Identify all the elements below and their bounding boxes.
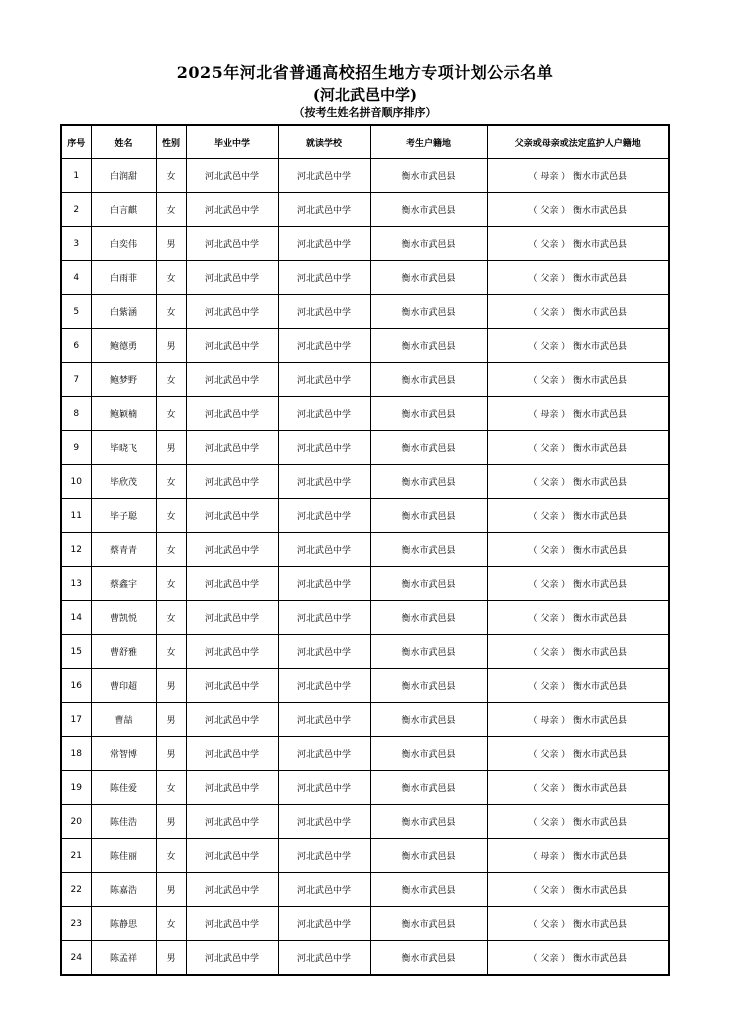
guardian-residence: （ 父亲 ） 衡水市武邑县 [487,193,669,227]
current-school: 河北武邑中学 [278,397,370,431]
graduated-school: 河北武邑中学 [186,499,278,533]
student-name: 陈佳丽 [91,839,156,873]
guardian-residence: （ 父亲 ） 衡水市武邑县 [487,941,669,976]
sort-note: （按考生姓名拼音顺序排序） [293,106,437,119]
graduated-school: 河北武邑中学 [186,737,278,771]
gender: 女 [156,907,186,941]
student-name: 陈孟祥 [91,941,156,976]
guardian-residence: （ 父亲 ） 衡水市武邑县 [487,669,669,703]
table-row [61,193,669,227]
table-header-row [61,125,669,159]
student-residence: 衡水市武邑县 [370,227,487,261]
row-index: 12 [61,533,91,567]
table-row [61,329,669,363]
guardian-residence: （ 父亲 ） 衡水市武邑县 [487,737,669,771]
current-school: 河北武邑中学 [278,941,370,976]
gender: 男 [156,873,186,907]
graduated-school: 河北武邑中学 [186,839,278,873]
graduated-school: 河北武邑中学 [186,193,278,227]
row-index: 19 [61,771,91,805]
table-row [61,533,669,567]
guardian-residence: （ 父亲 ） 衡水市武邑县 [487,329,669,363]
guardian-residence: （ 父亲 ） 衡水市武邑县 [487,499,669,533]
guardian-residence: （ 父亲 ） 衡水市武邑县 [487,261,669,295]
current-school: 河北武邑中学 [278,295,370,329]
student-residence: 衡水市武邑县 [370,329,487,363]
current-school: 河北武邑中学 [278,533,370,567]
gender: 女 [156,771,186,805]
current-school: 河北武邑中学 [278,499,370,533]
student-name: 陈静思 [91,907,156,941]
student-residence: 衡水市武邑县 [370,771,487,805]
guardian-residence: （ 母亲 ） 衡水市武邑县 [487,703,669,737]
table-row [61,941,669,976]
student-name: 毕子聪 [91,499,156,533]
student-name: 白雨菲 [91,261,156,295]
student-name: 曹凯悦 [91,601,156,635]
gender: 女 [156,567,186,601]
graduated-school: 河北武邑中学 [186,805,278,839]
row-index: 22 [61,873,91,907]
table-row [61,567,669,601]
table-body [61,159,669,976]
student-residence: 衡水市武邑县 [370,703,487,737]
guardian-residence: （ 父亲 ） 衡水市武邑县 [487,771,669,805]
gender: 女 [156,159,186,193]
gender: 女 [156,465,186,499]
row-index: 24 [61,941,91,976]
table-row [61,839,669,873]
student-name: 白言麒 [91,193,156,227]
gender: 女 [156,499,186,533]
current-school: 河北武邑中学 [278,567,370,601]
document-subtitle: (河北武邑中学) [312,86,418,104]
student-residence: 衡水市武邑县 [370,533,487,567]
guardian-residence: （ 父亲 ） 衡水市武邑县 [487,601,669,635]
graduated-school: 河北武邑中学 [186,397,278,431]
gender: 女 [156,533,186,567]
gender: 男 [156,737,186,771]
student-name: 陈佳爱 [91,771,156,805]
student-name: 毕晓飞 [91,431,156,465]
current-school: 河北武邑中学 [278,737,370,771]
guardian-residence: （ 父亲 ） 衡水市武邑县 [487,635,669,669]
gender: 男 [156,227,186,261]
graduated-school: 河北武邑中学 [186,941,278,976]
student-name: 鲍颖楠 [91,397,156,431]
current-school: 河北武邑中学 [278,363,370,397]
graduated-school: 河北武邑中学 [186,329,278,363]
student-residence: 衡水市武邑县 [370,907,487,941]
guardian-residence: （ 父亲 ） 衡水市武邑县 [487,805,669,839]
student-residence: 衡水市武邑县 [370,431,487,465]
student-residence: 衡水市武邑县 [370,635,487,669]
table-row [61,397,669,431]
current-school: 河北武邑中学 [278,805,370,839]
header-student-residence: 考生户籍地 [370,125,487,159]
table-row [61,227,669,261]
row-index: 15 [61,635,91,669]
student-name: 常智博 [91,737,156,771]
current-school: 河北武邑中学 [278,839,370,873]
student-residence: 衡水市武邑县 [370,839,487,873]
current-school: 河北武邑中学 [278,669,370,703]
current-school: 河北武邑中学 [278,873,370,907]
graduated-school: 河北武邑中学 [186,635,278,669]
guardian-residence: （ 父亲 ） 衡水市武邑县 [487,465,669,499]
student-name: 毕欣茂 [91,465,156,499]
row-index: 7 [61,363,91,397]
header-current-school: 就读学校 [278,125,370,159]
row-index: 13 [61,567,91,601]
graduated-school: 河北武邑中学 [186,703,278,737]
roster-table [60,124,670,976]
table-row [61,363,669,397]
graduated-school: 河北武邑中学 [186,261,278,295]
student-residence: 衡水市武邑县 [370,873,487,907]
document-title: 2025年河北省普通高校招生地方专项计划公示名单 [176,63,554,82]
student-residence: 衡水市武邑县 [370,397,487,431]
row-index: 21 [61,839,91,873]
gender: 女 [156,397,186,431]
row-index: 18 [61,737,91,771]
row-index: 9 [61,431,91,465]
header-graduated-school: 毕业中学 [186,125,278,159]
row-index: 8 [61,397,91,431]
guardian-residence: （ 母亲 ） 衡水市武邑县 [487,839,669,873]
row-index: 11 [61,499,91,533]
guardian-residence: （ 父亲 ） 衡水市武邑县 [487,907,669,941]
row-index: 3 [61,227,91,261]
student-residence: 衡水市武邑县 [370,601,487,635]
graduated-school: 河北武邑中学 [186,159,278,193]
current-school: 河北武邑中学 [278,703,370,737]
student-name: 鲍德勇 [91,329,156,363]
gender: 男 [156,703,186,737]
row-index: 5 [61,295,91,329]
current-school: 河北武邑中学 [278,193,370,227]
gender: 女 [156,295,186,329]
student-name: 蔡鑫宇 [91,567,156,601]
student-residence: 衡水市武邑县 [370,193,487,227]
table-row [61,159,669,193]
row-index: 2 [61,193,91,227]
student-name: 白润甜 [91,159,156,193]
table-row [61,805,669,839]
row-index: 6 [61,329,91,363]
current-school: 河北武邑中学 [278,771,370,805]
student-residence: 衡水市武邑县 [370,669,487,703]
guardian-residence: （ 母亲 ） 衡水市武邑县 [487,397,669,431]
graduated-school: 河北武邑中学 [186,465,278,499]
guardian-residence: （ 父亲 ） 衡水市武邑县 [487,533,669,567]
guardian-residence: （ 父亲 ） 衡水市武邑县 [487,363,669,397]
graduated-school: 河北武邑中学 [186,771,278,805]
current-school: 河北武邑中学 [278,601,370,635]
student-residence: 衡水市武邑县 [370,567,487,601]
student-name: 白紫涵 [91,295,156,329]
student-residence: 衡水市武邑县 [370,295,487,329]
table-row [61,703,669,737]
student-residence: 衡水市武邑县 [370,737,487,771]
student-residence: 衡水市武邑县 [370,941,487,976]
header-index: 序号 [61,125,91,159]
table-row [61,771,669,805]
guardian-residence: （ 父亲 ） 衡水市武邑县 [487,567,669,601]
student-name: 曹舒雅 [91,635,156,669]
table-row [61,635,669,669]
row-index: 23 [61,907,91,941]
table-row [61,669,669,703]
student-residence: 衡水市武邑县 [370,159,487,193]
current-school: 河北武邑中学 [278,907,370,941]
current-school: 河北武邑中学 [278,431,370,465]
graduated-school: 河北武邑中学 [186,907,278,941]
student-name: 陈佳浩 [91,805,156,839]
current-school: 河北武邑中学 [278,635,370,669]
guardian-residence: （ 父亲 ） 衡水市武邑县 [487,295,669,329]
guardian-residence: （ 父亲 ） 衡水市武邑县 [487,431,669,465]
gender: 女 [156,363,186,397]
table-row [61,601,669,635]
graduated-school: 河北武邑中学 [186,533,278,567]
table-row [61,465,669,499]
gender: 女 [156,261,186,295]
current-school: 河北武邑中学 [278,159,370,193]
student-residence: 衡水市武邑县 [370,805,487,839]
student-residence: 衡水市武邑县 [370,363,487,397]
table-row [61,737,669,771]
gender: 男 [156,941,186,976]
guardian-residence: （ 母亲 ） 衡水市武邑县 [487,159,669,193]
table-row [61,907,669,941]
row-index: 10 [61,465,91,499]
table-row [61,431,669,465]
current-school: 河北武邑中学 [278,261,370,295]
student-name: 鲍梦野 [91,363,156,397]
row-index: 14 [61,601,91,635]
student-name: 曹喆 [91,703,156,737]
gender: 女 [156,635,186,669]
current-school: 河北武邑中学 [278,227,370,261]
student-name: 白奕伟 [91,227,156,261]
table-row [61,873,669,907]
header-gender: 性别 [156,125,186,159]
gender: 女 [156,839,186,873]
graduated-school: 河北武邑中学 [186,295,278,329]
row-index: 4 [61,261,91,295]
graduated-school: 河北武邑中学 [186,431,278,465]
student-name: 蔡青青 [91,533,156,567]
student-residence: 衡水市武邑县 [370,499,487,533]
guardian-residence: （ 父亲 ） 衡水市武邑县 [487,227,669,261]
table-row [61,499,669,533]
table-row [61,261,669,295]
gender: 女 [156,193,186,227]
graduated-school: 河北武邑中学 [186,601,278,635]
student-name: 陈嘉浩 [91,873,156,907]
student-name: 曹印超 [91,669,156,703]
header-guardian-residence: 父亲或母亲或法定监护人户籍地 [487,125,669,159]
gender: 男 [156,329,186,363]
guardian-residence: （ 父亲 ） 衡水市武邑县 [487,873,669,907]
header-name: 姓名 [91,125,156,159]
current-school: 河北武邑中学 [278,465,370,499]
student-residence: 衡水市武邑县 [370,465,487,499]
student-residence: 衡水市武邑县 [370,261,487,295]
gender: 男 [156,669,186,703]
graduated-school: 河北武邑中学 [186,567,278,601]
gender: 男 [156,805,186,839]
row-index: 1 [61,159,91,193]
gender: 女 [156,601,186,635]
current-school: 河北武邑中学 [278,329,370,363]
gender: 男 [156,431,186,465]
table-row [61,295,669,329]
row-index: 20 [61,805,91,839]
row-index: 16 [61,669,91,703]
graduated-school: 河北武邑中学 [186,363,278,397]
graduated-school: 河北武邑中学 [186,227,278,261]
graduated-school: 河北武邑中学 [186,669,278,703]
row-index: 17 [61,703,91,737]
graduated-school: 河北武邑中学 [186,873,278,907]
